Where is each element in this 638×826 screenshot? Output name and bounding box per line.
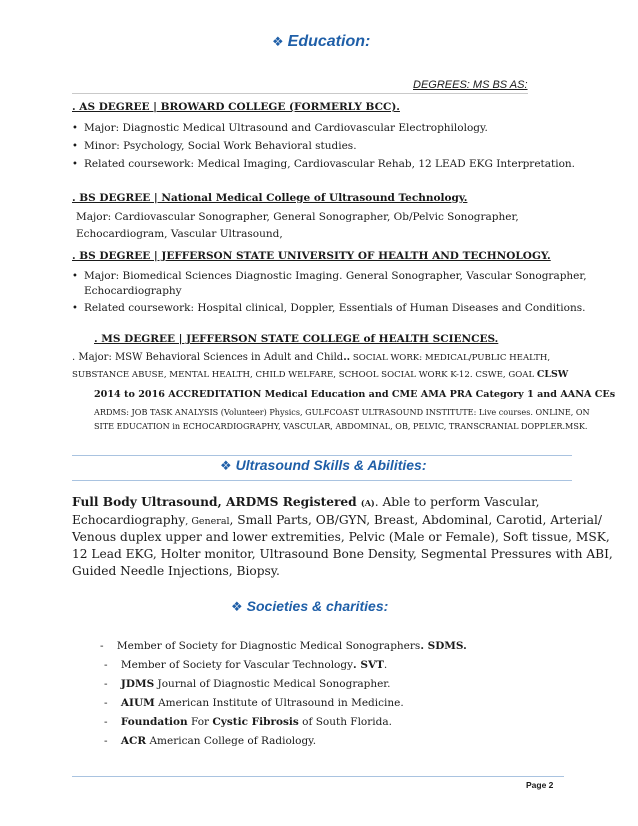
- footer-rule: [72, 776, 564, 777]
- education-heading: [272, 33, 370, 51]
- skills-line-2-b: , General: [185, 516, 230, 527]
- as-degree-bullet-2: Minor: Psychology, Social Work Behavioral studies.: [84, 140, 357, 152]
- skills-bold-lead: Full Body Ultrasound, ARDMS Registered: [72, 495, 361, 509]
- skills-line-2: [72, 513, 602, 527]
- accreditation-line: 2014 to 2016 ACCREDITATION Medical Education and CME AMA PRA Category 1 and AANA CEs: [94, 389, 616, 400]
- societies-heading-text: Societies & charities:: [246, 598, 389, 614]
- society-item-post: American College of Radiology.: [146, 735, 317, 747]
- society-item-bold: ACR: [120, 735, 147, 747]
- skills-bold-small: (A): [360, 498, 375, 508]
- degrees-label: [413, 79, 528, 91]
- ms-major-part-2: ..: [343, 352, 351, 363]
- skills-heading: [220, 457, 427, 474]
- society-item-bold: . SDMS.: [420, 640, 467, 652]
- skills-line-4: 12 Lead EKG, Holter monitor, Ultrasound Bone Density, Segmental Pressures with ABI,: [72, 547, 613, 561]
- skills-line-1: [72, 495, 540, 509]
- bullet-dot: •: [72, 303, 78, 314]
- society-item-post-2: of South Florida.: [298, 716, 392, 728]
- page-number: Page 2: [526, 780, 554, 790]
- dash: -: [104, 678, 108, 690]
- bullet-dot: •: [72, 271, 78, 282]
- diamond-bullet-icon: ❖: [220, 458, 232, 473]
- bs-degree-2-bullet-1-cont: Echocardiography: [84, 285, 182, 297]
- bs-degree-2-bullet-1: Major: Biomedical Sciences Diagnostic Imaging. General Sonographer, Vascular Sonographer,: [84, 270, 587, 282]
- society-item: [104, 697, 404, 709]
- bullet-dot: •: [72, 123, 78, 134]
- skills-line-1-rest: . Able to perform Vascular,: [374, 495, 540, 509]
- society-item-bold: . SVT: [353, 659, 384, 671]
- society-item-post: For: [187, 716, 213, 728]
- ms-degree-title: . MS DEGREE | JEFFERSON STATE COLLEGE of HEALTH SCIENCES.: [94, 333, 499, 345]
- society-item-post: Journal of Diagnostic Medical Sonographer.: [154, 678, 391, 690]
- society-item: [104, 735, 316, 747]
- education-rule: [72, 93, 528, 94]
- ardms-line-2: SITE EDUCATION in ECHOCARDIOGRAPHY, VASCULAR, ABDOMINAL, OB, PELVIC, TRANSCRANIAL DOPPLER.MSK.: [94, 421, 588, 431]
- society-item: [104, 716, 392, 728]
- as-degree-bullet-1: Major: Diagnostic Medical Ultrasound and Cardiovascular Electrophilology.: [84, 122, 488, 134]
- society-item-bold: Foundation: [120, 716, 188, 728]
- skills-line-2-a: Echocardiography: [72, 513, 186, 527]
- ms-degree-major-line-1: [72, 352, 550, 363]
- dash: -: [104, 697, 108, 709]
- bs-degree-1-title: . BS DEGREE | National Medical College of Ultrasound Technology.: [72, 192, 468, 204]
- bullet-dot: •: [72, 159, 78, 170]
- skills-bottom-rule: [72, 480, 572, 481]
- bs-degree-1-line-2: Echocardiogram, Vascular Ultrasound,: [76, 228, 283, 240]
- ardms-line-1: ARDMS: JOB TASK ANALYSIS (Volunteer) Physics, GULFCOAST ULTRASOUND INSTITUTE: Live courses. ONLINE, ON: [94, 407, 590, 417]
- society-item: [100, 640, 467, 652]
- ms-major-part-1: . Major: MSW Behavioral Sciences in Adult and Child: [72, 352, 344, 363]
- skills-top-rule: [72, 455, 572, 456]
- societies-heading: [231, 598, 388, 615]
- society-item-bold-2: Cystic Fibrosis: [212, 716, 299, 728]
- bs-degree-2-bullet-2: Related coursework: Hospital clinical, Doppler, Essentials of Human Diseases and Conditions.: [84, 302, 586, 314]
- ms-major-line-2-text: SUBSTANCE ABUSE, MENTAL HEALTH, CHILD WELFARE, SCHOOL SOCIAL WORK K-12. CSWE, GOAL: [72, 370, 537, 380]
- dash: -: [100, 640, 104, 652]
- society-item: [104, 678, 391, 690]
- as-degree-title: . AS DEGREE | BROWARD COLLEGE (FORMERLY BCC).: [72, 101, 400, 113]
- diamond-bullet-icon: ❖: [272, 34, 284, 49]
- diamond-bullet-icon: ❖: [231, 599, 243, 614]
- skills-heading-text: Ultrasound Skills & Abilities:: [235, 457, 427, 473]
- as-degree-bullet-3: Related coursework: Medical Imaging, Cardiovascular Rehab, 12 LEAD EKG Interpretation.: [84, 158, 576, 170]
- degrees-label-text: DEGREES: MS BS AS:: [413, 79, 528, 91]
- ms-degree-major-line-2: [72, 369, 568, 380]
- dash: -: [104, 735, 108, 747]
- bs-degree-1-line-1: Major: Cardiovascular Sonographer, General Sonographer, Ob/Pelvic Sonographer,: [76, 211, 519, 223]
- society-item-bold: JDMS: [120, 678, 155, 690]
- bs-degree-2-title: . BS DEGREE | JEFFERSON STATE UNIVERSITY OF HEALTH AND TECHNOLOGY.: [72, 250, 551, 262]
- society-item-text: Member of Society for Vascular Technology: [120, 659, 354, 671]
- society-item-bold: AIUM: [120, 697, 155, 709]
- skills-line-5: Guided Needle Injections, Biopsy.: [72, 564, 280, 578]
- society-item-post: .: [383, 659, 388, 671]
- society-item: [104, 659, 387, 671]
- skills-line-3: Venous duplex upper and lower extremities, Pelvic (Male or Female), Soft tissue, MSK,: [72, 530, 610, 544]
- society-item-post: American Institute of Ultrasound in Medicine.: [154, 697, 404, 709]
- ms-major-line-2-bold: CLSW: [536, 369, 569, 380]
- skills-line-2-c: , Small Parts, OB/GYN, Breast, Abdominal, Carotid, Arterial/: [229, 513, 602, 527]
- dash: -: [104, 659, 108, 671]
- dash: -: [104, 716, 108, 728]
- education-heading-text: Education:: [287, 33, 371, 50]
- ms-major-part-3: SOCIAL WORK: MEDICAL/PUBLIC HEALTH,: [350, 353, 551, 363]
- society-item-text: Member of Society for Diagnostic Medical Sonographers: [116, 640, 421, 652]
- bullet-dot: •: [72, 141, 78, 152]
